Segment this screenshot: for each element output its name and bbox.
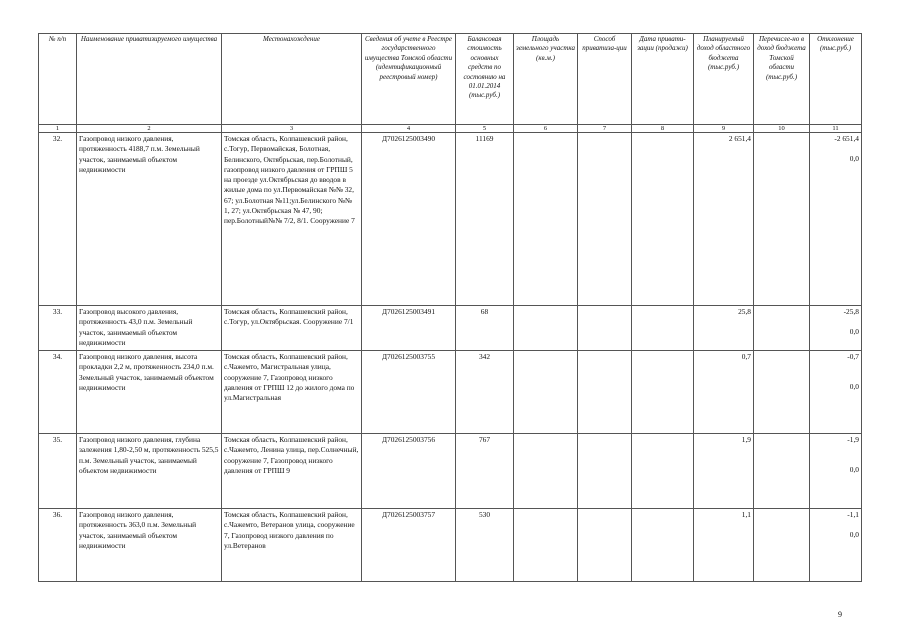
planned-income: 0,7 xyxy=(694,351,754,434)
transferred-amount xyxy=(754,133,810,306)
land-area xyxy=(514,351,578,434)
table-row xyxy=(39,509,862,582)
registry-number: Д7026125003755 xyxy=(362,351,456,434)
deviation-cell xyxy=(810,509,862,582)
header-cell: № п/п xyxy=(39,34,77,125)
header-cell: Перечисле-но в доход бюджета Томской области (тыс.руб.) xyxy=(754,34,810,125)
deviation-cell xyxy=(810,133,862,306)
deviation-value: -2 651,4 xyxy=(834,134,859,143)
privatization-method xyxy=(578,133,632,306)
property-location: Томская область, Колпашевский район, с.Тогур, ул.Октябрьская. Сооружение 7/1 xyxy=(222,306,362,351)
header-cell: Местонахождение xyxy=(222,34,362,125)
registry-number: Д7026125003490 xyxy=(362,133,456,306)
planned-income: 2 651,4 xyxy=(694,133,754,306)
property-name: Газопровод низкого давления, глубина залежения 1,80-2,50 м, протяженность 525,5 п.м. Земельный участок, занимаемый объектом недвижимости xyxy=(77,434,222,509)
deviation-value: -25,8 xyxy=(843,307,859,316)
row-number: 36. xyxy=(39,509,77,582)
header-cell: Площадь земельного участка (кв.м.) xyxy=(514,34,578,125)
property-name: Газопровод низкого давления, высота прокладки 2,2 м, протяженность 234,0 п.м. Земельный участок, занимаемый объектом недвижимости xyxy=(77,351,222,434)
privatization-method xyxy=(578,306,632,351)
deviation-value: -1,1 xyxy=(847,510,859,519)
balance-value: 11169 xyxy=(456,133,514,306)
land-area xyxy=(514,434,578,509)
column-number: 3 xyxy=(222,125,362,133)
column-number: 4 xyxy=(362,125,456,133)
deviation-value: -1,9 xyxy=(847,435,859,444)
row-number: 34. xyxy=(39,351,77,434)
column-number: 2 xyxy=(77,125,222,133)
header-cell: Наименование приватизируемого имущества xyxy=(77,34,222,125)
row-number: 35. xyxy=(39,434,77,509)
column-number: 8 xyxy=(632,125,694,133)
planned-income: 25,8 xyxy=(694,306,754,351)
property-name: Газопровод низкого давления, протяженность 4188,7 п.м. Земельный участок, занимаемый объектом недвижимости xyxy=(77,133,222,306)
header-row xyxy=(39,34,862,125)
column-number: 9 xyxy=(694,125,754,133)
balance-value: 68 xyxy=(456,306,514,351)
privatization-method xyxy=(578,434,632,509)
table-row xyxy=(39,434,862,509)
privatization-table xyxy=(38,33,862,582)
column-number: 11 xyxy=(810,125,862,133)
header-cell: Балансовая стоимость основных средств по состоянию на 01.01.2014 (тыс.руб.) xyxy=(456,34,514,125)
property-location: Томская область, Колпашевский район, с.Тогур, Первомайская, Болотная, Белинского, Октябрьская, пер.Болотный, газопровод низкого давления от ГРПШ 5 на проезде ул.Октябрьская до вводов в жилые дома по ул.Первомайская №№ 32, 67; ул.Болотная №11;ул.Белинского №№ 1, 27; ул.Октябрьская № 47, 90; пер.Болотный№№ 7/2, 8/1. Сооружение 7 xyxy=(222,133,362,306)
balance-value: 767 xyxy=(456,434,514,509)
registry-number: Д7026125003757 xyxy=(362,509,456,582)
transferred-amount xyxy=(754,509,810,582)
registry-number: Д7026125003756 xyxy=(362,434,456,509)
deviation-cell xyxy=(810,351,862,434)
column-number: 10 xyxy=(754,125,810,133)
column-number: 6 xyxy=(514,125,578,133)
deviation-value: 0,0 xyxy=(849,530,859,540)
table-row xyxy=(39,133,862,306)
land-area xyxy=(514,509,578,582)
transferred-amount xyxy=(754,306,810,351)
privatization-date xyxy=(632,351,694,434)
balance-value: 530 xyxy=(456,509,514,582)
land-area xyxy=(514,306,578,351)
column-number: 1 xyxy=(39,125,77,133)
header-cell: Планируемый доход областного бюджета (тыс.руб.) xyxy=(694,34,754,125)
deviation-cell xyxy=(810,306,862,351)
row-number: 32. xyxy=(39,133,77,306)
table-row xyxy=(39,306,862,351)
table-row xyxy=(39,351,862,434)
deviation-value: 0,0 xyxy=(849,465,859,475)
page-number: 9 xyxy=(838,610,842,619)
header-cell: Отклонение (тыс.руб.) xyxy=(810,34,862,125)
privatization-method xyxy=(578,351,632,434)
deviation-value: -0,7 xyxy=(847,352,859,361)
column-number: 5 xyxy=(456,125,514,133)
privatization-date xyxy=(632,133,694,306)
property-location: Томская область, Колпашевский район, с.Чажемто, Ленина улица, пер.Солнечный, сооружение 7, Газопровод низкого давления от ГРПШ 9 xyxy=(222,434,362,509)
deviation-value: 0,0 xyxy=(849,382,859,392)
property-location: Томская область, Колпашевский район, с.Чажемто, Магистральная улица, сооружение 7, Газопровод низкого давления от ГРПШ 12 до жилого дома по ул.Магистральная xyxy=(222,351,362,434)
planned-income: 1,9 xyxy=(694,434,754,509)
balance-value: 342 xyxy=(456,351,514,434)
header-cell: Дата привати-зации (продажи) xyxy=(632,34,694,125)
privatization-date xyxy=(632,306,694,351)
deviation-cell xyxy=(810,434,862,509)
column-number: 7 xyxy=(578,125,632,133)
header-cell: Способ приватиза-ции xyxy=(578,34,632,125)
row-number: 33. xyxy=(39,306,77,351)
property-name: Газопровод низкого давления, протяженность 363,0 п.м. Земельный участок, занимаемый объектом недвижимости xyxy=(77,509,222,582)
land-area xyxy=(514,133,578,306)
deviation-value: 0,0 xyxy=(849,327,859,337)
privatization-date xyxy=(632,434,694,509)
property-location: Томская область, Колпашевский район, с.Чажемто, Ветеранов улица, сооружение 7, Газопровод низкого давления по ул.Ветеранов xyxy=(222,509,362,582)
transferred-amount xyxy=(754,434,810,509)
header-cell: Сведения об учете в Реестре государственного имущества Томской области (идентификационный реестровый номер) xyxy=(362,34,456,125)
column-number-row xyxy=(39,125,862,133)
privatization-date xyxy=(632,509,694,582)
privatization-method xyxy=(578,509,632,582)
property-name: Газопровод высокого давления, протяженность 43,0 п.м. Земельный участок, занимаемый объектом недвижимости xyxy=(77,306,222,351)
registry-number: Д7026125003491 xyxy=(362,306,456,351)
transferred-amount xyxy=(754,351,810,434)
deviation-value: 0,0 xyxy=(849,154,859,164)
planned-income: 1,1 xyxy=(694,509,754,582)
